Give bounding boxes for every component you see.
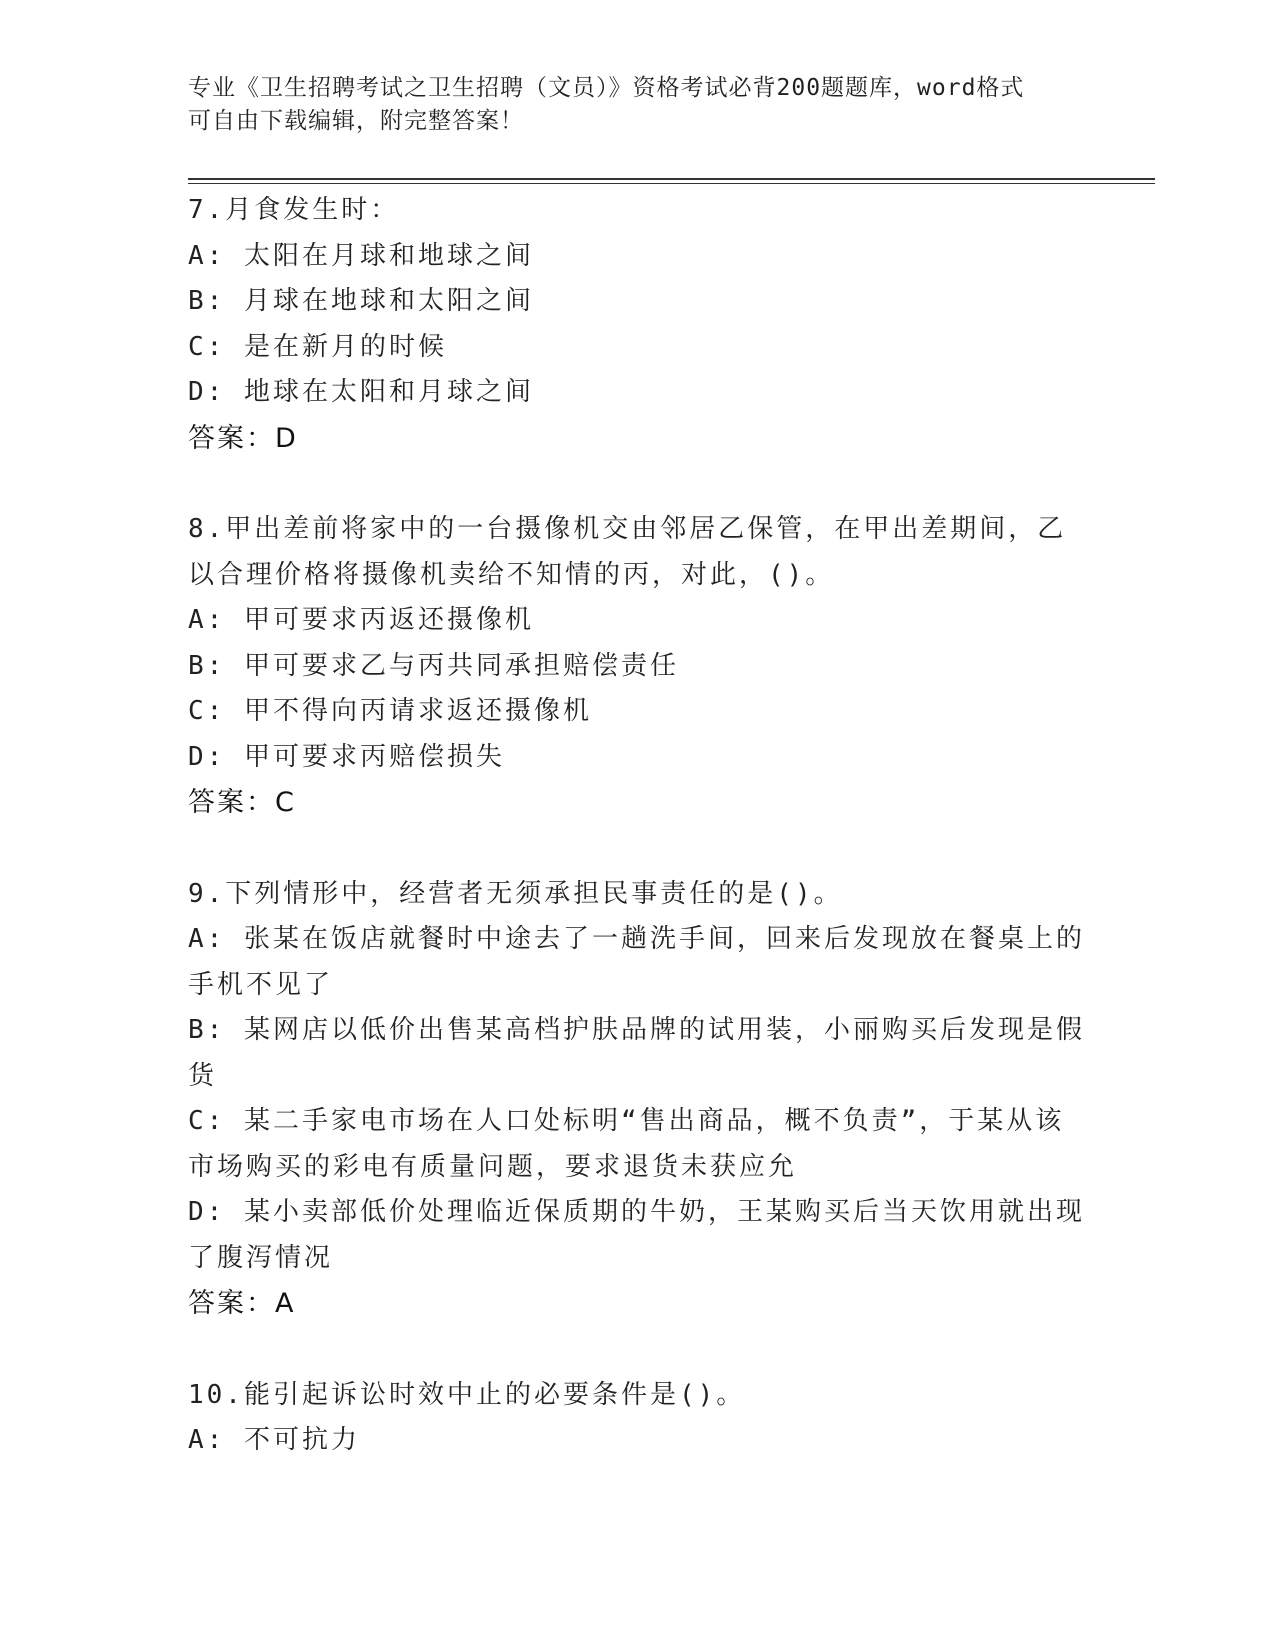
answer: 答案：D — [188, 422, 298, 454]
question-stem: 8.甲出差前将家中的一台摄像机交由邻居乙保管，在甲出差期间，乙 — [188, 514, 1067, 544]
option-b-continued: 货 — [188, 1060, 218, 1091]
question-stem: 10.能引起诉讼时效中止的必要条件是()。 — [188, 1379, 746, 1410]
question-7 — [188, 188, 1088, 461]
answer: 答案：C — [188, 787, 296, 818]
header-rule-thin — [188, 183, 1155, 184]
option-a: A: 甲可要求丙返还摄像机 — [188, 605, 534, 635]
option-d: D: 某小卖部低价处理临近保质期的牛奶，王某购买后当天饮用就出现 — [188, 1197, 1085, 1227]
question-8 — [188, 507, 1088, 826]
header-line-2: 可自由下载编辑，附完整答案！ — [188, 108, 524, 134]
header-line-1: 专业《卫生招聘考试之卫生招聘（文员）》资格考试必背200题题库，word格式 — [188, 75, 1025, 101]
question-10 — [188, 1373, 1088, 1464]
option-c: C: 某二手家电市场在人口处标明“售出商品，概不负责”，于某从该 — [188, 1106, 1065, 1136]
option-c-continued: 市场购买的彩电有质量问题，要求退货未获应允 — [188, 1151, 798, 1182]
option-a: A: 张某在饭店就餐时中途去了一趟洗手间，回来后发现放在餐桌上的 — [188, 924, 1085, 954]
option-c: C: 是在新月的时候 — [188, 331, 447, 362]
option-d: D: 地球在太阳和月球之间 — [188, 377, 534, 407]
header-rule-thick — [188, 178, 1155, 180]
option-d-continued: 了腹泻情况 — [188, 1242, 334, 1273]
answer: 答案：A — [188, 1288, 296, 1319]
option-a: A: 不可抗力 — [188, 1425, 360, 1455]
option-c: C: 甲不得向丙请求返还摄像机 — [188, 696, 592, 726]
option-a-continued: 手机不见了 — [188, 969, 334, 1000]
question-9 — [188, 872, 1088, 1327]
question-stem: 9.下列情形中，经营者无须承担民事责任的是()。 — [188, 878, 843, 909]
option-b: B: 某网店以低价出售某高档护肤品牌的试用装，小丽购买后发现是假 — [188, 1015, 1085, 1045]
option-d: D: 甲可要求丙赔偿损失 — [188, 741, 505, 772]
option-a: A: 太阳在月球和地球之间 — [188, 240, 534, 271]
option-b: B: 月球在地球和太阳之间 — [188, 286, 534, 316]
option-b: B: 甲可要求乙与丙共同承担赔偿责任 — [188, 650, 679, 681]
question-list — [188, 188, 1088, 1510]
question-stem-continued: 以合理价格将摄像机卖给不知情的丙，对此，()。 — [188, 559, 835, 590]
document-header — [188, 72, 1088, 138]
question-stem: 7.月食发生时： — [188, 195, 400, 225]
